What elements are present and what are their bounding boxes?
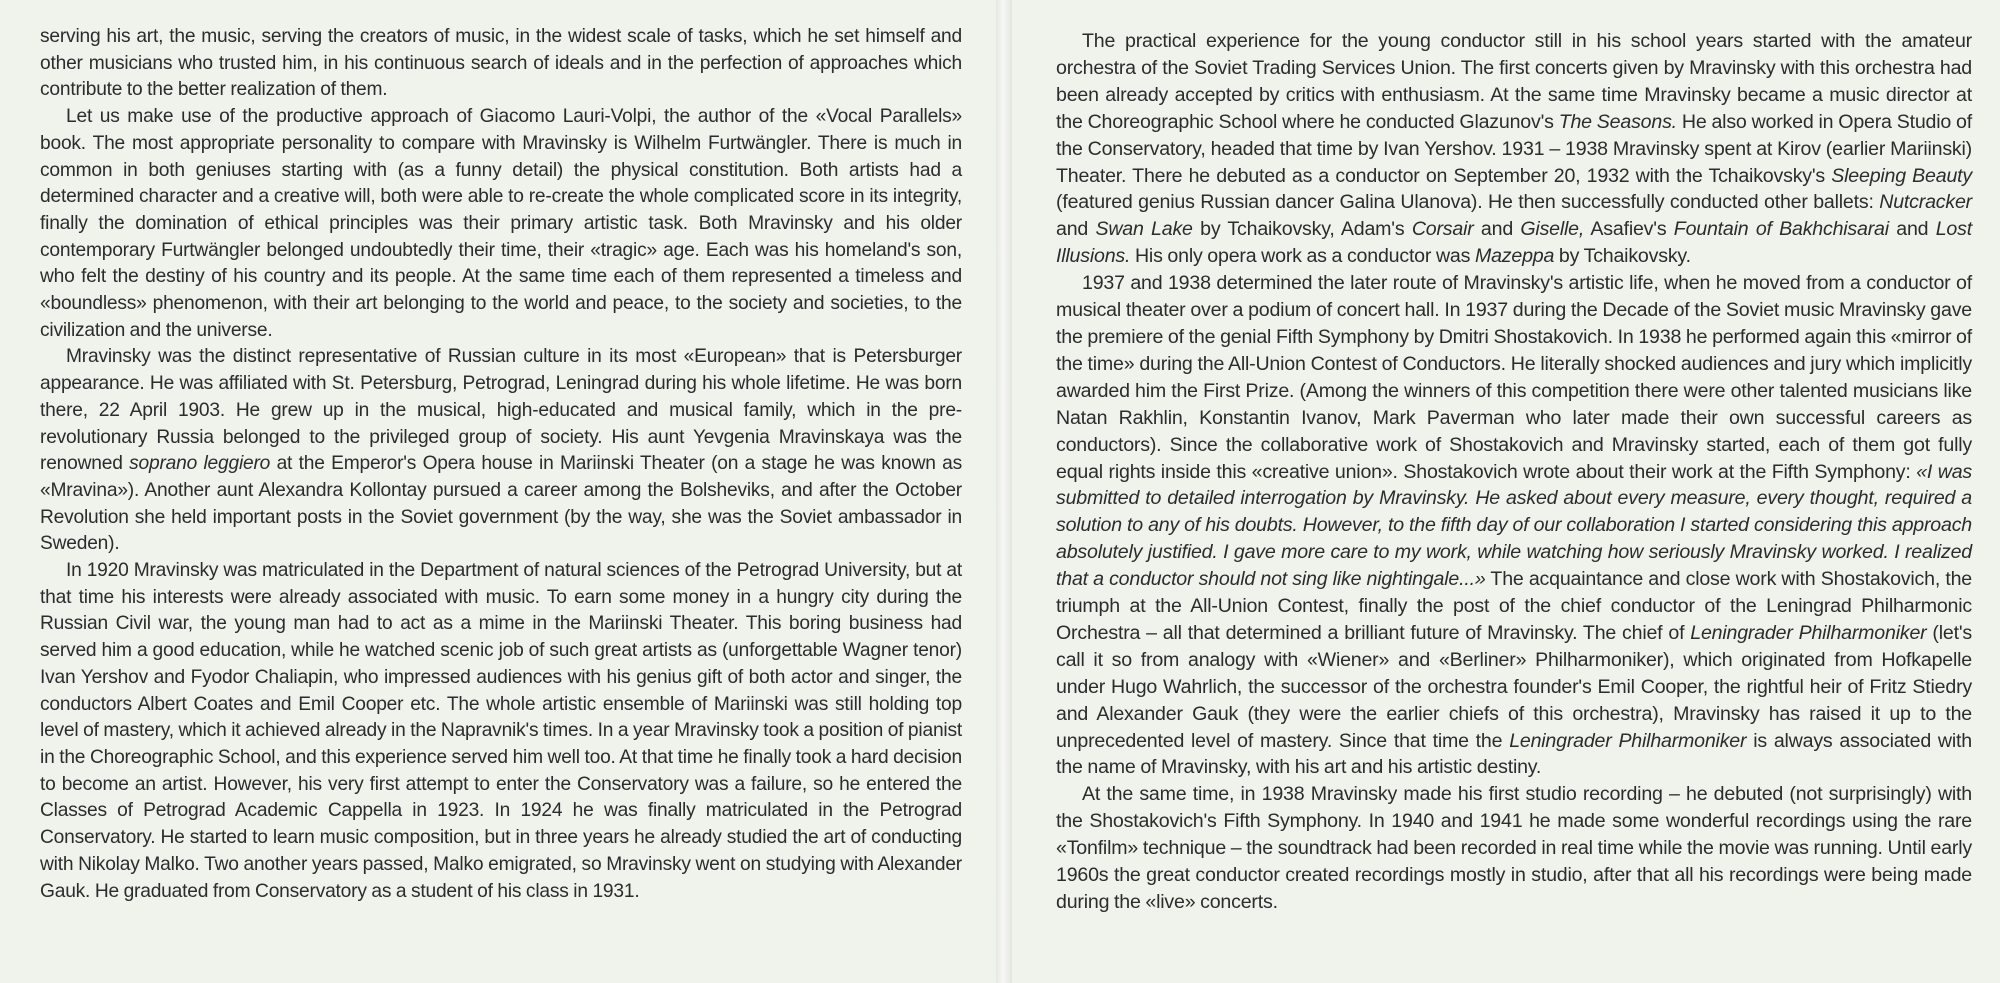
paragraph: [1056, 28, 1972, 270]
body-text: Asafiev's: [1584, 218, 1674, 241]
body-text: and: [1473, 218, 1521, 241]
italic-text: Leningrader Philharmoniker: [1690, 621, 1927, 644]
body-text: In 1920 Mravinsky was matriculated in the Department of natural sciences of the Petrograd University, but at that time his interests were already associated with music. To earn some money in a hungry city during the Russian Civil war, the young man had to act as a mime in the Mariinski Theater. This boring business had served him a good education, while he watched scenic job of such great artists as (unforgettable Wagner tenor) Ivan Yershov and Fyodor Chaliapin, who impressed audiences with his genius gift of both actor and singer, the conductors Albert Coates and Emil Cooper etc. The whole artistic ensemble of Mariinski was still holding top level of mastery, which it achieved already in the Napravnik's times. In a year Mravinsky took a position of pianist in the Choreographic School, and this experience served him well too. At that time he finally took a hard decision to become an artist. However, his very first attempt to enter the Conservatory was a failure, so he entered the Classes of Petrograd Academic Cappella in 1923. In 1924 he was finally matriculated in the Petrograd Conservatory. He started to learn music composition, but in three years he already studied the art of conducting with Nikolay Malko. Two another years passed, Malko emigrated, so Mravinsky went on studying with Alexander Gauk. He graduated from Conservatory as a student of his class in 1931.: [40, 560, 962, 902]
body-text: and: [1056, 218, 1096, 241]
body-text: (let's call it so from analogy with «Wiener» and «Berliner» Philharmoniker), which originated from Hofkapelle under Hugo Wahrlich, the successor of the orchestra founder's Emil Cooper, the rightful heir of Fritz Stiedry and Alexander Gauk (they were the earlier chiefs of this orchestra), Mravinsky has raised it up to the unprecedented level of mastery. Since that time the: [1056, 621, 1972, 752]
italic-text: Swan Lake: [1095, 218, 1193, 241]
body-text: Let us make use of the productive approach of Giacomo Lauri-Volpi, the author of the «Vocal Parallels» book. The most appropriate personality to compare with Mravinsky is Wilhelm Furtwängler. There is much in common in both geniuses starting with (as a funny detail) the physical constitution. Both artists had a determined character and a creative will, both were able to re-create the whole complicated score in its integrity, finally the domination of ethical principles was their primary artistic task. Both Mravinsky and his older contemporary Furtwängler belonged undoubtedly their time, their «tragic» age. Each was his homeland's son, who felt the destiny of his country and its people. At the same time each of them represented a timeless and «boundless» phenomenon, with their art belonging to the world and peace, to the society and societies, to the civilization and the universe.: [40, 106, 962, 341]
italic-text: Mazeppa: [1474, 245, 1555, 268]
italic-text: Sleeping Beauty: [1831, 164, 1972, 187]
italic-text: Corsair: [1411, 218, 1474, 241]
paragraph: [40, 558, 962, 905]
body-text: At the same time, in 1938 Mravinsky made his first studio recording – he debuted (not surprisingly) with the Shostakovich's Fifth Symphony. In 1940 and 1941 he made some wonderful recordings using the rare «Tonfilm» technique – the soundtrack had been recorded in real time while the movie was running. Until early 1960s the great conductor created recordings mostly in studio, after that all his recordings were being made during the «live» concerts.: [1056, 783, 1972, 913]
body-text: The acquaintance and close work with Shostakovich, the triumph at the All-Union Contest, finally the post of the chief conductor of the Leningrad Philharmonic Orchestra – all that determined a brilliant future of Mravinsky. The chief of: [1056, 568, 1972, 644]
paragraph: [40, 24, 962, 104]
body-text: by Tchaikovsky.: [1554, 245, 1691, 268]
body-text: is always associated with the name of Mravinsky, with his art and his artistic destiny.: [1056, 729, 1972, 779]
paragraph: [1056, 270, 1972, 781]
body-text: He also worked in Opera Studio of the Conservatory, headed that time by Ivan Yershov. 1931 – 1938 Mravinsky spent at Kirov (earlier Mariinski) Theater. There he debuted as a conductor on September 20, 1932 with the Tchaikovsky's: [1056, 110, 1972, 187]
page-gutter: [996, 0, 1012, 983]
italic-text: The Seasons.: [1558, 110, 1677, 133]
body-text: at the Emperor's Opera house in Mariinski Theater (on a stage he was known as «Mravina»). Another aunt Alexandra Kollontay pursued a career among the Bolsheviks, and after the October Revolution she held important posts in the Soviet government (by the way, she was the Soviet ambassador in Sweden).: [40, 453, 962, 555]
body-text: (featured genius Russian dancer Galina Ulanova). He then successfully conducted other ballets:: [1056, 191, 1880, 214]
italic-text: Leningrader Philharmoniker: [1509, 729, 1747, 752]
italic-text: Lost Illusions.: [1056, 218, 1972, 268]
paragraph: [1056, 781, 1972, 916]
body-text: His only opera work as a conductor was: [1130, 245, 1475, 268]
italic-text: Giselle,: [1520, 218, 1585, 241]
italic-text: Fountain of Bakhchisarai: [1673, 218, 1889, 241]
body-text: 1937 and 1938 determined the later route of Mravinsky's artistic life, when he moved from a conductor of musical theater over a podium of concert hall. In 1937 during the Decade of the Soviet music Mravinsky gave the premiere of the genial Fifth Symphony by Dmitri Shostakovich. In 1938 he performed again this «mirror of the time» during the All-Union Contest of Conductors. He literally shocked audiences and jury which implicitly awarded him the First Prize. (Among the winners of this competition there were other talented musicians like Natan Rakhlin, Konstantin Ivanov, Mark Paverman who later made their own successful careers as conductors). Since the collaborative work of Shostakovich and Mravinsky started, each of them got fully equal rights inside this «creative union». Shostakovich wrote about their work at the Fifth Symphony:: [1056, 272, 1972, 483]
body-text: Mravinsky was the distinct representative of Russian culture in its most «European» that is Petersburger appearance. He was affiliated with St. Petersburg, Petrograd, Leningrad during his whole lifetime. He was born there, 22 April 1903. He grew up in the musical, high-educated and musical family, which in the pre-revolutionary Russia belonged to the privileged group of society. His aunt Yevgenia Mravinskaya was the renowned: [40, 346, 962, 475]
paragraph: [40, 104, 962, 344]
body-text: The practical experience for the young conductor still in his school years started with the amateur orchestra of the Soviet Trading Services Union. The first concerts given by Mravinsky with this orchestra had been already accepted by critics with enthusiasm. At the same time Mravinsky became a music director at the Choreographic School where he conducted Glazunov's: [1056, 30, 1972, 133]
italic-text: Nutcracker: [1879, 191, 1972, 214]
italic-text: «I was submitted to detailed interrogation by Mravinsky. He asked about every measure, every thought, required a solution to any of his doubts. However, to the fifth day of our collaboration I started considering this approach absolutely justified. I gave more care to my work, while watching how seriously Mravinsky worked. I realized that a conductor should not sing like nightingale...»: [1056, 460, 1972, 591]
body-text: serving his art, the music, serving the creators of music, in the widest scale of tasks, which he set himself and other musicians who trusted him, in his continuous search of ideals and in the perfection of approaches which contribute to the better realization of them.: [40, 26, 962, 101]
paragraph: [40, 344, 962, 558]
italic-text: soprano leggiero: [129, 453, 271, 475]
body-text: by Tchaikovsky, Adam's: [1192, 218, 1412, 241]
body-text: and: [1888, 218, 1936, 241]
right-page: [1004, 0, 2000, 983]
